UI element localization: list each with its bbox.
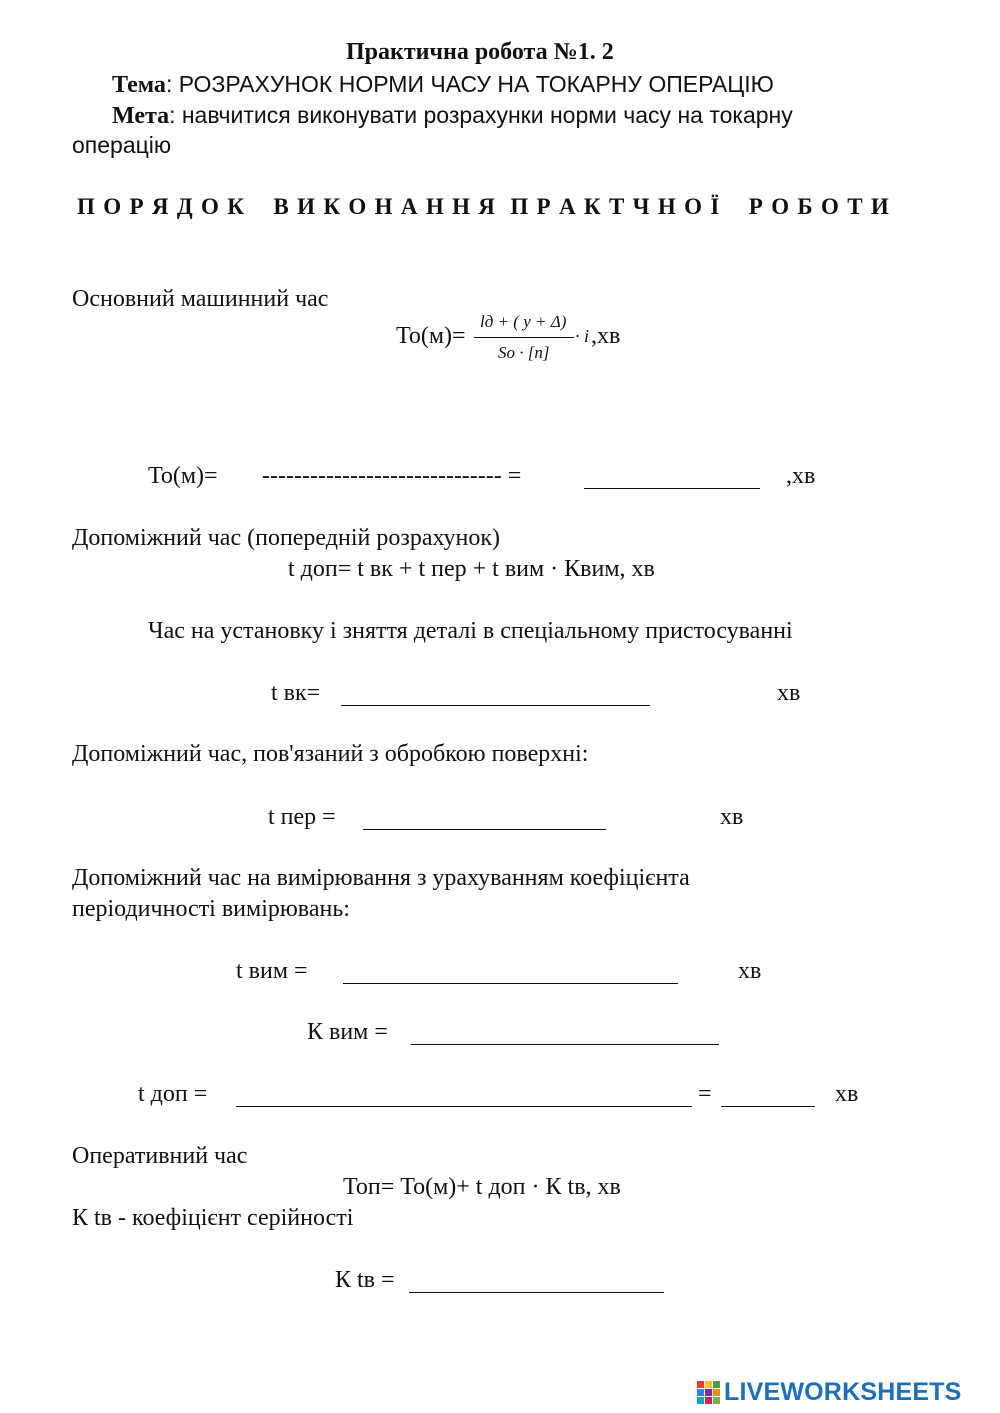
aux-time-formula: t доп= t вк + t пер + t вим · Квим, хв	[288, 556, 655, 582]
formula-unit: ,хв	[591, 323, 621, 349]
measure-time-label: Допоміжний час на вимірювання з урахуванням коефіцієнта	[72, 865, 690, 891]
topic-label: Тема	[112, 72, 166, 98]
operative-time-formula: Топ= То(м)+ t доп · К tв, хв	[343, 1174, 621, 1200]
formula-numerator: lд + ( y + Δ)	[480, 312, 567, 331]
goal-text: : навчитися виконувати розрахунки норми часу на токарну	[169, 102, 793, 128]
procedure-heading: П О Р Я Д О К В И К О Н А Н Н Я П Р А К Т Ч Н О Ї Р О Б О Т И	[77, 194, 891, 219]
ktv-answer-field[interactable]	[409, 1270, 664, 1293]
install-time-label: Час на установку і зняття деталі в спеціальному пристосуванні	[148, 618, 793, 644]
machine-time-calc-unit: ,хв	[786, 463, 816, 489]
kvym-label: К вим =	[307, 1019, 388, 1045]
formula-denominator: So · [n]	[498, 343, 550, 362]
ktv-label: К tв =	[335, 1267, 395, 1293]
tdop-expression-field[interactable]	[236, 1084, 692, 1107]
tdop-unit: хв	[835, 1081, 859, 1107]
formula-prefix: То(м)=	[396, 323, 466, 349]
tper-unit: хв	[720, 804, 744, 830]
formula-multiplier: · i	[575, 326, 590, 346]
machine-time-answer-field[interactable]	[584, 466, 760, 489]
tvym-label: t вим =	[236, 958, 308, 984]
liveworksheets-logo	[697, 1378, 962, 1407]
tdop-label: t доп =	[138, 1081, 208, 1107]
tdop-answer-field[interactable]	[721, 1084, 815, 1107]
tper-label: t пер =	[268, 804, 336, 830]
tvk-label: t вк=	[271, 680, 321, 706]
topic-text: : РОЗРАХУНОК НОРМИ ЧАСУ НА ТОКАРНУ ОПЕРАЦІЮ	[165, 71, 774, 97]
surface-time-label: Допоміжний час, пов'язаний з обробкою поверхні:	[72, 741, 589, 767]
machine-time-calc-label: То(м)=	[148, 463, 218, 489]
tvym-unit: хв	[738, 958, 762, 984]
measure-time-label-continued: періодичності вимірювань:	[72, 896, 350, 922]
fraction-bar	[474, 337, 574, 338]
operative-time-label: Оперативний час	[72, 1143, 248, 1169]
goal-line	[112, 101, 793, 130]
tdop-equals: =	[698, 1081, 712, 1107]
aux-time-label: Допоміжний час (попередній розрахунок)	[72, 525, 501, 551]
formula-fraction	[474, 310, 574, 370]
goal-text-continued: операцію	[72, 132, 172, 158]
tvk-answer-field[interactable]	[341, 683, 650, 706]
logo-text: LIVEWORKSHEETS	[724, 1378, 962, 1406]
seriality-coefficient-label: К tв - коефіцієнт серійності	[72, 1205, 354, 1231]
tper-answer-field[interactable]	[363, 807, 606, 830]
machine-time-label: Основний машинний час	[72, 286, 329, 312]
tvk-unit: хв	[777, 680, 801, 706]
kvym-answer-field[interactable]	[411, 1022, 719, 1045]
topic-line	[112, 70, 774, 99]
goal-label: Мета	[112, 103, 170, 129]
tvym-answer-field[interactable]	[343, 961, 678, 984]
logo-mosaic-icon	[697, 1381, 720, 1404]
page-title: Практична робота №1. 2	[346, 39, 614, 65]
machine-time-calc-dashes: ------------------------------ =	[262, 463, 522, 489]
